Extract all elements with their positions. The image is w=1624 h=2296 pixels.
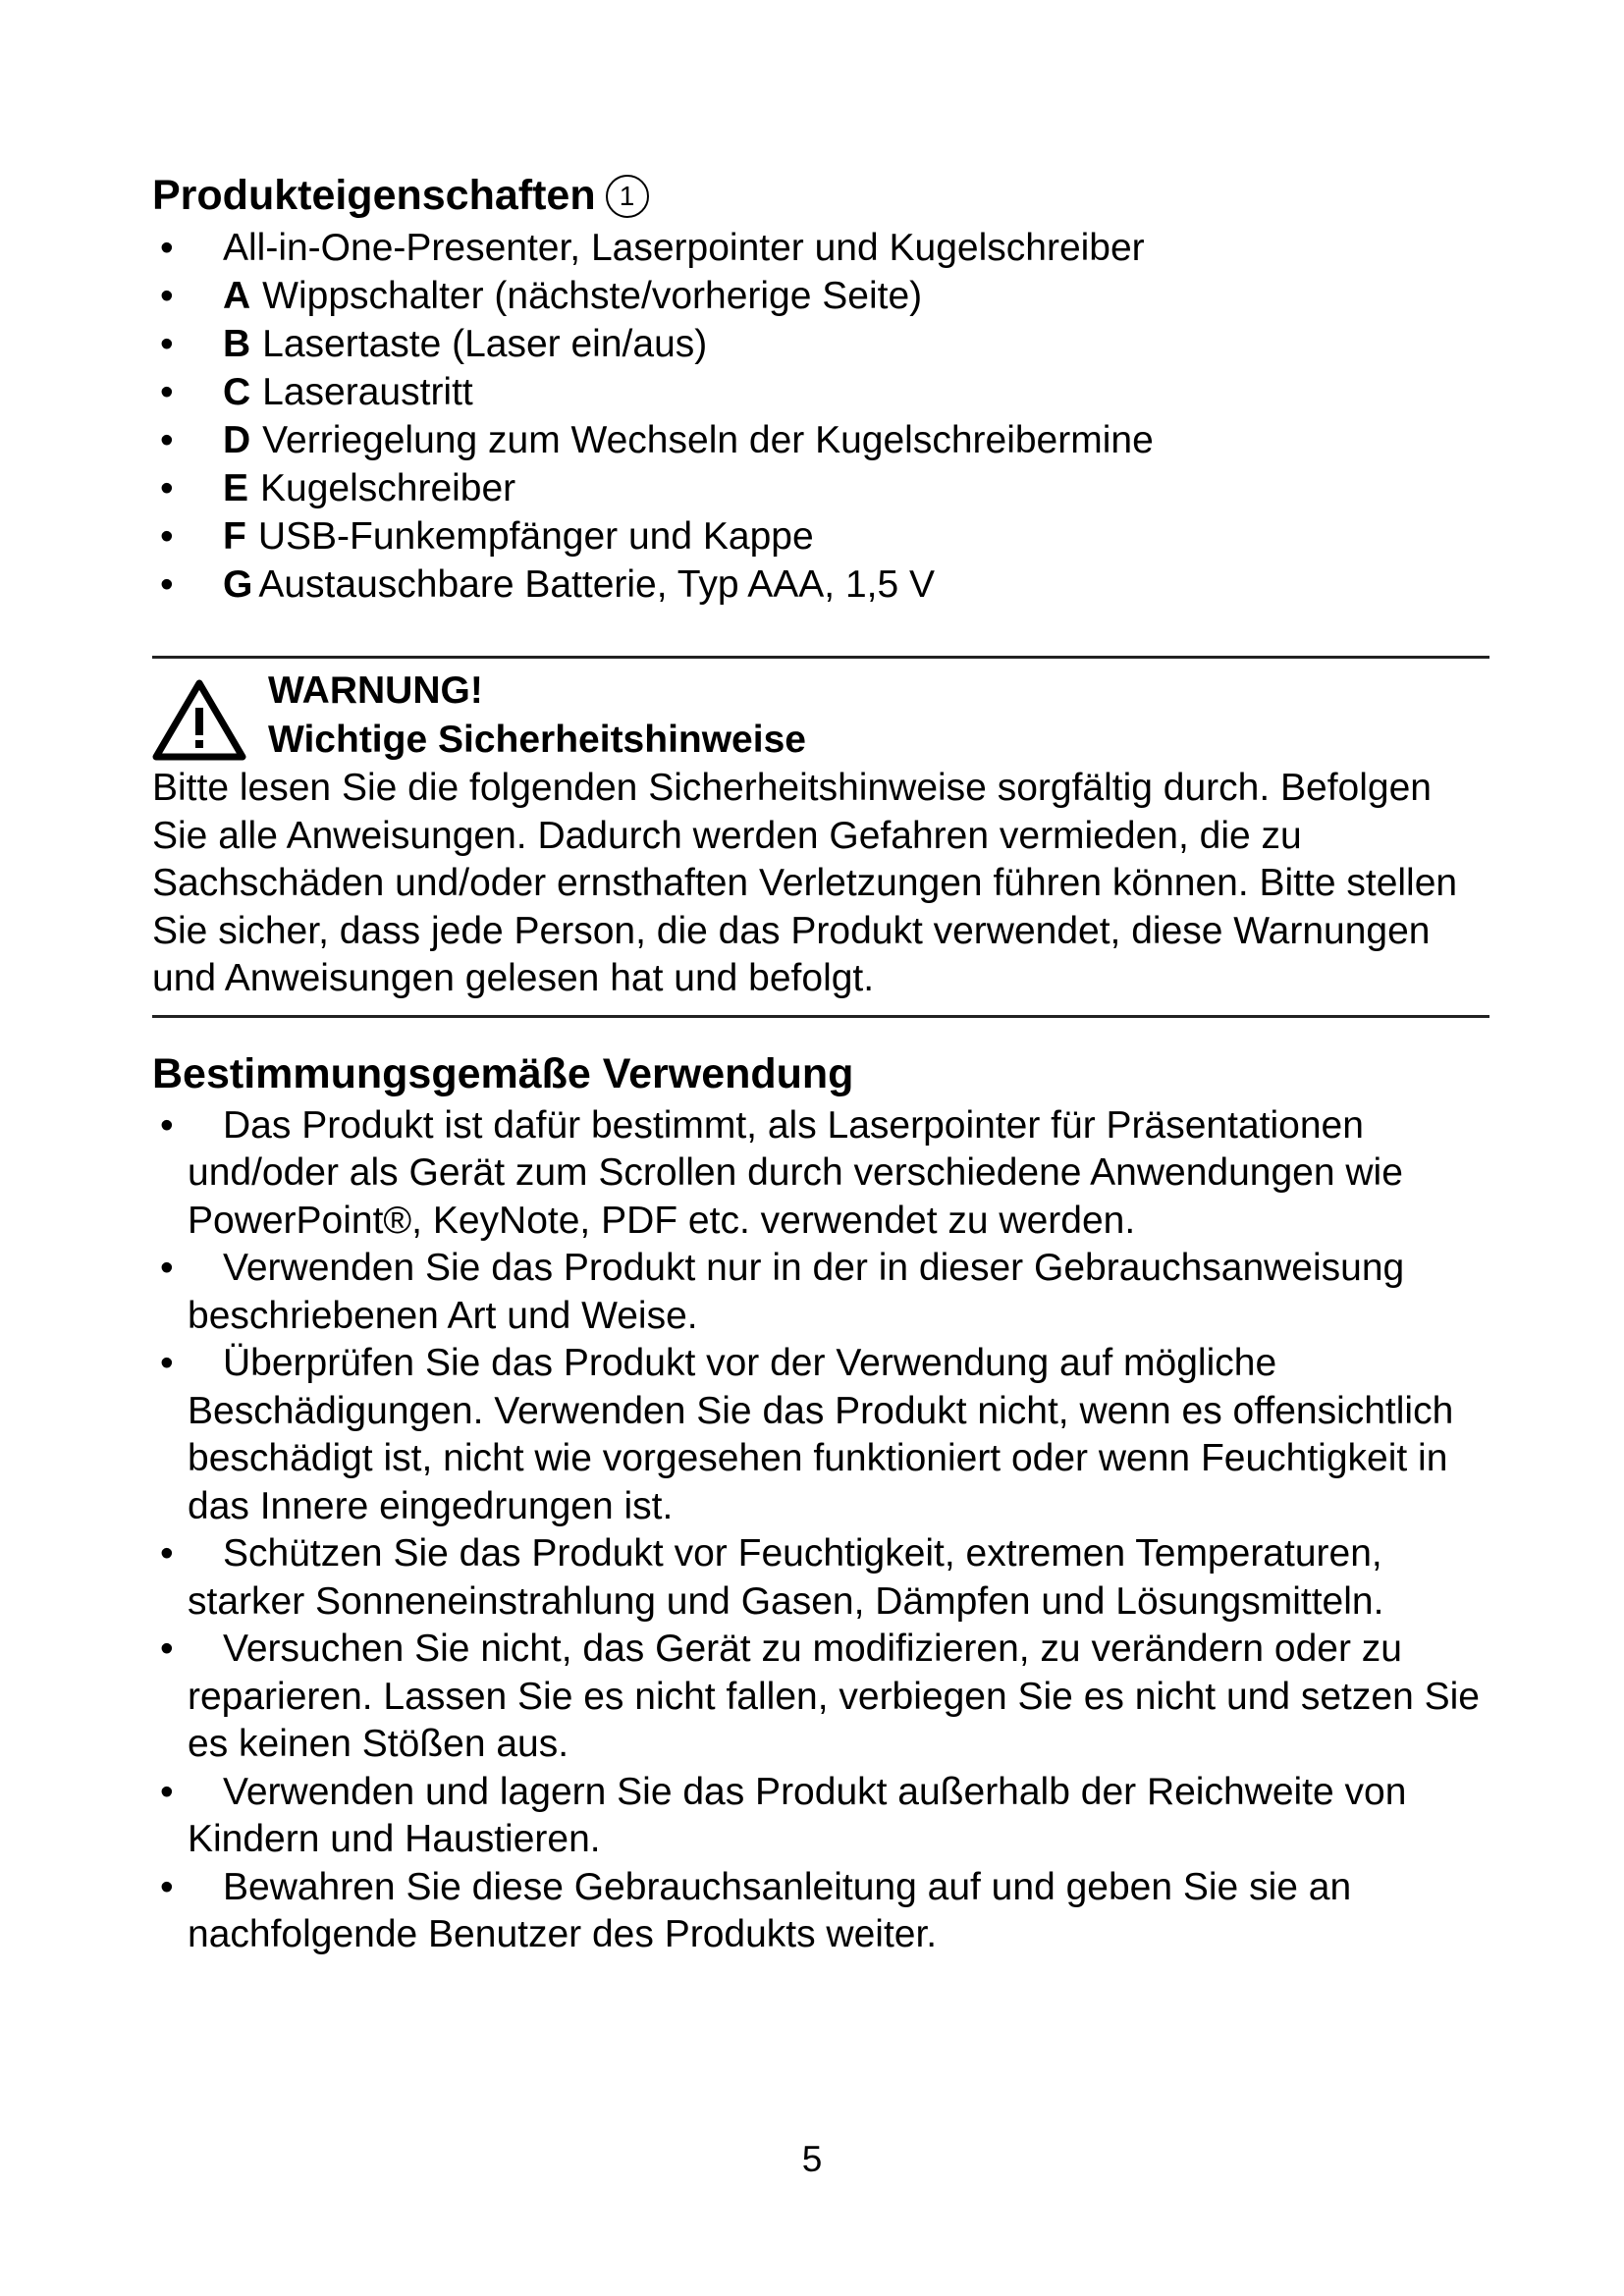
features-list [152, 224, 1488, 609]
circled-number-1: 1 [606, 175, 649, 218]
part-letter-a: A [223, 275, 251, 317]
part-letter-g: G [223, 563, 253, 606]
features-title: Produkteigenschaften [152, 172, 596, 219]
features-heading [152, 167, 1488, 224]
usage-item: • Versuchen Sie nicht, das Gerät zu modifizieren, zu verändern oder zu reparieren. Lassen Sie es nicht fallen, verbiegen Sie es nicht und setzen Sie es keinen Stößen aus. [152, 1626, 1488, 1769]
part-letter-f: F [223, 515, 246, 558]
feature-item-b: • B Lasertaste (Laser ein/aus) [152, 320, 1488, 368]
part-letter-c: C [223, 371, 251, 413]
part-letter-e: E [223, 467, 249, 509]
feature-item-c: • C Laseraustritt [152, 368, 1488, 416]
page-number: 5 [801, 2139, 823, 2179]
divider-bottom [152, 1015, 1489, 1018]
warning-body: Bitte lesen Sie die folgenden Sicherheitshinweise sorgfältig durch. Befolgen Sie alle Anweisungen. Dadurch werden Gefahren vermieden, die zu Sachschäden und/oder ernsthaften Verletzungen führen können. Bitte stellen Sie sicher, dass jede Person, die das Produkt verwendet, diese Warnungen und Anweisungen gelesen hat und befolgt. [152, 767, 1458, 999]
usage-item: • Schützen Sie das Produkt vor Feuchtigkeit, extremen Temperaturen, starker Sonneneinstrahlung und Gasen, Dämpfen und Lösungsmitteln. [152, 1530, 1488, 1626]
usage-item: • Überprüfen Sie das Produkt vor der Verwendung auf mögliche Beschädigungen. Verwenden Sie das Produkt nicht, wenn es offensichtlich beschädigt ist, nicht wie vorgesehen funktioniert oder wenn Feuchtigkeit in das Innere eingedrungen ist. [152, 1340, 1488, 1530]
warning-header [152, 665, 1488, 765]
document-page [152, 167, 1488, 1959]
usage-item: • Bewahren Sie diese Gebrauchsanleitung auf und geben Sie sie an nachfolgende Benutzer des Produkts weiter. [152, 1864, 1488, 1959]
warning-title: WARNUNG! [268, 669, 483, 712]
feature-item-e: • E Kugelschreiber [152, 464, 1488, 512]
part-letter-b: B [223, 323, 251, 365]
usage-item: • Verwenden Sie das Produkt nur in der in dieser Gebrauchsanweisung beschriebenen Art und Weise. [152, 1245, 1488, 1340]
usage-item: • Verwenden und lagern Sie das Produkt außerhalb der Reichweite von Kindern und Haustieren. [152, 1769, 1488, 1864]
usage-list [152, 1102, 1488, 1959]
usage-item: • Das Produkt ist dafür bestimmt, als Laserpointer für Präsentationen und/oder als Gerät zum Scrollen durch verschiedene Anwendungen wie PowerPoint®, KeyNote, PDF etc. verwendet zu werden. [152, 1102, 1488, 1246]
feature-item-g: • G Austauschbare Batterie, Typ AAA, 1,5 V [152, 561, 1488, 609]
warning-subtitle: Wichtige Sicherheitshinweise [268, 719, 806, 761]
divider-top [152, 656, 1489, 659]
feature-item-f: • F USB-Funkempfänger und Kappe [152, 512, 1488, 561]
part-letter-d: D [223, 419, 251, 461]
feature-item-a: • A Wippschalter (nächste/vorherige Seite) [152, 272, 1488, 320]
usage-heading: Bestimmungsgemäße Verwendung [152, 1049, 854, 1097]
feature-item-d: • D Verriegelung zum Wechseln der Kugelschreibermine [152, 416, 1488, 464]
warning-triangle-icon [152, 678, 246, 761]
feature-item-overview: • All-in-One-Presenter, Laserpointer und Kugelschreiber [152, 224, 1488, 272]
